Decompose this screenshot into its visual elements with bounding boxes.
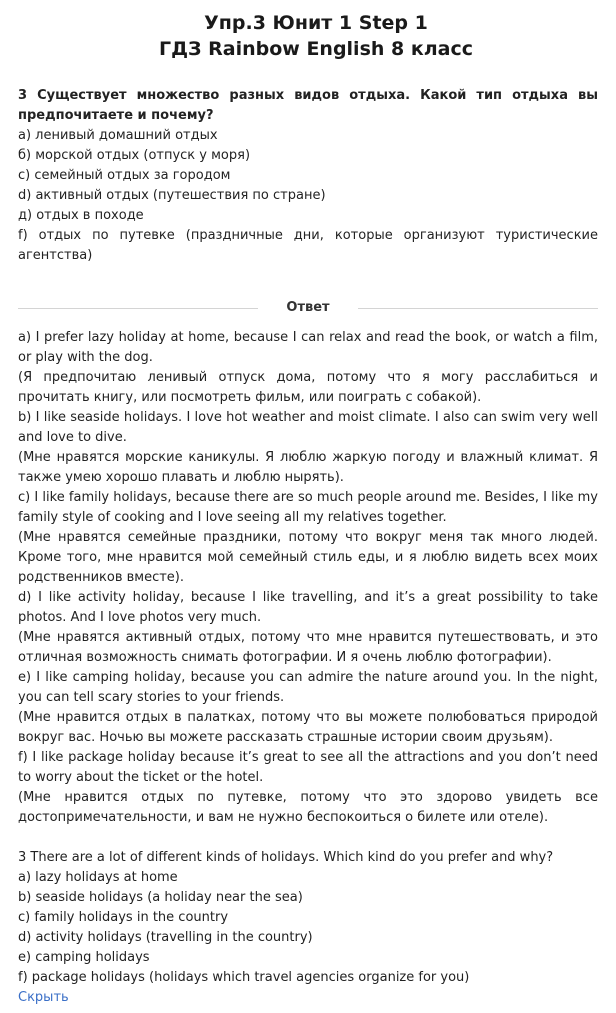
- page-title: [18, 10, 598, 62]
- task-option-e: д) отдых в походе: [18, 208, 144, 223]
- answer-paragraph: f) I like package holiday because it’s great to see all the attractions and you don’t need to worry about the ticket or the hotel.: [18, 750, 598, 785]
- original-option-f: f) package holidays (holidays which travel agencies organize for you): [18, 970, 470, 985]
- task-section: [18, 86, 598, 266]
- answer-section: [18, 328, 598, 828]
- answer-translation: (Я предпочитаю ленивый отпуск дома, потому что я могу расслабиться и прочитать книгу, или посмотреть фильм, или поиграть с собакой).: [18, 370, 598, 405]
- answer-label: Ответ: [286, 300, 330, 315]
- answer-paragraph: c) I like family holidays, because there are so much people around me. Besides, I like my family style of cooking and I love seeing all my relatives together.: [18, 490, 598, 525]
- answer-paragraph: a) I prefer lazy holiday at home, because I can relax and read the book, or watch a film, or play with the dog.: [18, 330, 598, 365]
- original-option-a: a) lazy holidays at home: [18, 870, 178, 885]
- task-option-d: d) активный отдых (путешествия по стране): [18, 188, 326, 203]
- original-option-d: d) activity holidays (travelling in the country): [18, 930, 313, 945]
- answer-paragraph: b) I like seaside holidays. I love hot weather and moist climate. I also can swim very well and love to dive.: [18, 410, 598, 445]
- divider-line-right: [358, 308, 598, 309]
- original-option-c: c) family holidays in the country: [18, 910, 229, 925]
- original-option-e: e) camping holidays: [18, 950, 150, 965]
- answer-paragraph: e) I like camping holiday, because you can admire the nature around you. In the night, you can tell scary stories to your friends.: [18, 670, 598, 705]
- title-line-2: ГДЗ Rainbow English 8 класс: [158, 38, 474, 60]
- task-option-f: f) отдых по путевке (праздничные дни, которые организуют туристические агентства): [18, 228, 598, 263]
- answer-paragraph: d) I like activity holiday, because I like travelling, and it’s a great possibility to take photos. And I love photos very much.: [18, 590, 598, 625]
- task-option-c: с) семейный отдых за городом: [18, 168, 231, 183]
- task-option-a: а) ленивый домашний отдых: [18, 128, 218, 143]
- answer-translation: (Мне нравятся морские каникулы. Я люблю жаркую погоду и влажный климат. Я также умею хорошо плавать и люблю нырять).: [18, 450, 598, 485]
- task-question: 3 Существует множество разных видов отдыха. Какой тип отдыха вы предпочитаете и почему?: [18, 88, 598, 123]
- hide-link[interactable]: Скрыть: [18, 990, 69, 1005]
- answer-translation: (Мне нравится отдых по путевке, потому что это здорово увидеть все достопримечательности, и вам не нужно беспокоиться о билете или отеле).: [18, 790, 598, 825]
- original-question: 3 There are a lot of different kinds of holidays. Which kind do you prefer and why?: [18, 850, 554, 865]
- original-option-b: b) seaside holidays (a holiday near the sea): [18, 890, 303, 905]
- divider-line-left: [18, 308, 258, 309]
- answer-translation: (Мне нравятся активный отдых, потому что мне нравится путешествовать, и это отличная возможность снимать фотографии. И я очень люблю фотографии).: [18, 630, 598, 665]
- answer-translation: (Мне нравятся семейные праздники, потому что вокруг меня так много людей. Кроме того, мне нравится мой семейный стиль еды, и я люблю видеть всех моих родственников вместе).: [18, 530, 598, 585]
- original-task-section: [18, 848, 598, 1008]
- title-line-1: Упр.3 Юнит 1 Step 1: [204, 12, 428, 34]
- task-option-b: б) морской отдых (отпуск у моря): [18, 148, 251, 163]
- answer-translation: (Мне нравится отдых в палатках, потому что вы можете полюбоваться природой вокруг вас. Ночью вы можете рассказать страшные истории своим друзьям).: [18, 710, 598, 745]
- answer-divider: [18, 298, 598, 318]
